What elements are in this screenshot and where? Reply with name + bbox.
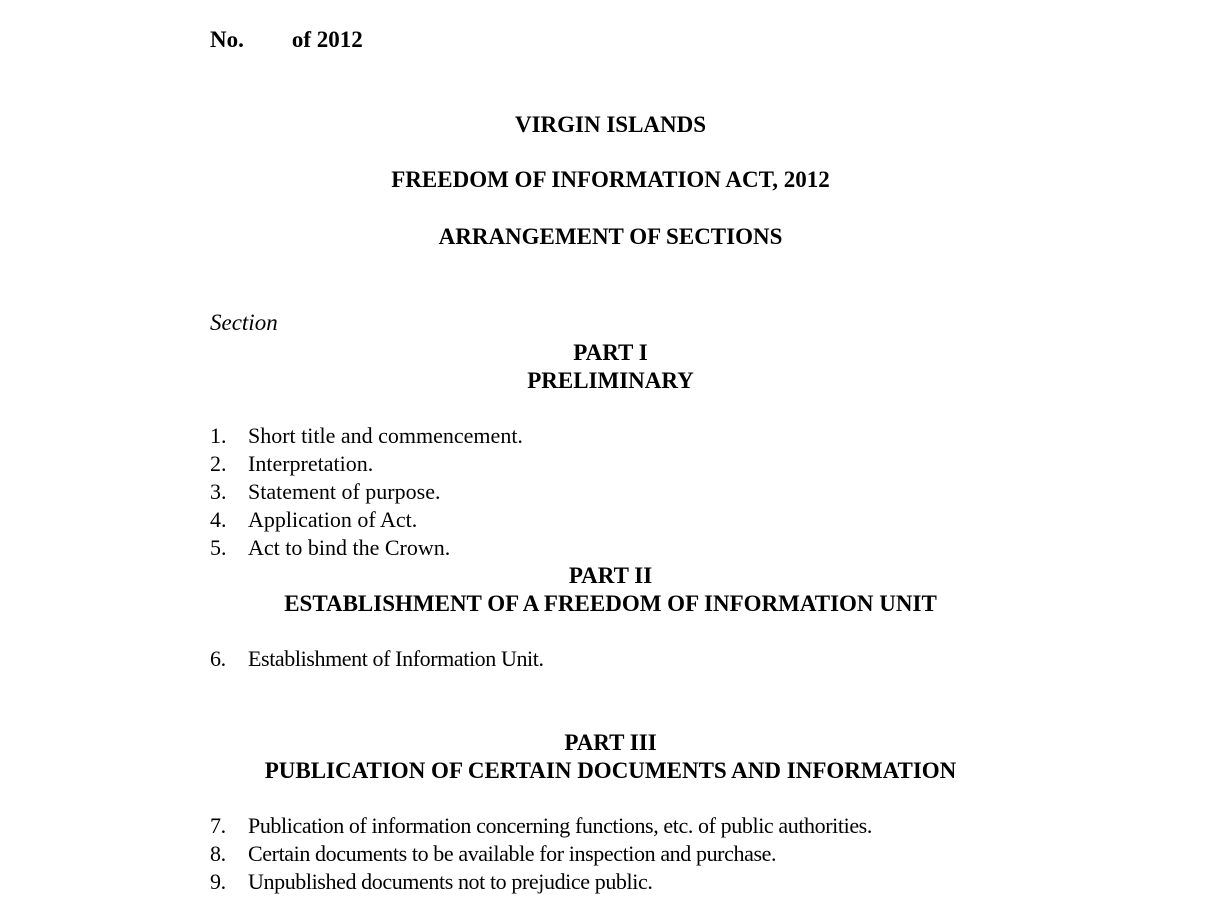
- toc-item-number: 3.: [210, 479, 227, 504]
- toc-item-number: 6.: [210, 646, 226, 671]
- part-1-subheading: PRELIMINARY: [527, 368, 694, 393]
- arrangement-heading: ARRANGEMENT OF SECTIONS: [438, 224, 783, 249]
- toc-item-text: Publication of information concerning functions, etc. of public authorities.: [248, 813, 872, 838]
- toc-item-text: Interpretation.: [248, 451, 374, 476]
- toc-item: [210, 422, 1011, 450]
- act-number-line: [210, 26, 1011, 54]
- toc-item: [210, 506, 1011, 534]
- toc-item-text: Short title and commencement.: [248, 423, 523, 448]
- toc-item-text: Establishment of Information Unit.: [248, 646, 544, 671]
- toc-item: [210, 868, 1011, 896]
- part-2-heading: PART II: [568, 563, 653, 588]
- toc-item-number: 8.: [210, 841, 226, 866]
- toc-item-number: 7.: [210, 813, 226, 838]
- toc-item: [210, 645, 1011, 673]
- act-number-prefix: No.: [210, 27, 244, 52]
- jurisdiction-title: VIRGIN ISLANDS: [514, 112, 707, 137]
- section-label: Section: [210, 310, 278, 335]
- toc-item: [210, 478, 1011, 506]
- part-1-heading-block: [210, 339, 1011, 395]
- part-3-heading-block: [210, 729, 1011, 785]
- part-2-heading-block: [210, 562, 1011, 618]
- toc-item-text: Unpublished documents not to prejudice public.: [248, 869, 653, 894]
- toc-item: [210, 840, 1011, 868]
- toc-item: [210, 534, 1011, 562]
- toc-item: [210, 812, 1011, 840]
- toc-item-text: Statement of purpose.: [248, 479, 441, 504]
- part-3-heading: PART III: [564, 730, 657, 755]
- toc-item-number: 9.: [210, 869, 226, 894]
- toc-item-number: 2.: [210, 451, 227, 476]
- toc-item-text: Act to bind the Crown.: [248, 535, 451, 560]
- act-title: FREEDOM OF INFORMATION ACT, 2012: [391, 167, 830, 192]
- document-content: [210, 26, 1011, 896]
- toc-item-number: 4.: [210, 507, 227, 532]
- part-1-heading: PART I: [573, 340, 648, 365]
- part-3-item-list: [210, 812, 1011, 896]
- part-2-subheading: ESTABLISHMENT OF A FREEDOM OF INFORMATION UNIT: [284, 591, 937, 616]
- toc-item-text: Certain documents to be available for inspection and purchase.: [248, 841, 777, 866]
- part-2-item-list: [210, 645, 1011, 673]
- part-3-subheading: PUBLICATION OF CERTAIN DOCUMENTS AND INFORMATION: [264, 758, 957, 783]
- toc-item-text: Application of Act.: [248, 507, 418, 532]
- part-1-item-list: [210, 422, 1011, 562]
- toc-item: [210, 450, 1011, 478]
- toc-item-number: 1.: [210, 423, 227, 448]
- toc-item-number: 5.: [210, 535, 227, 560]
- act-number-year: of 2012: [291, 27, 363, 52]
